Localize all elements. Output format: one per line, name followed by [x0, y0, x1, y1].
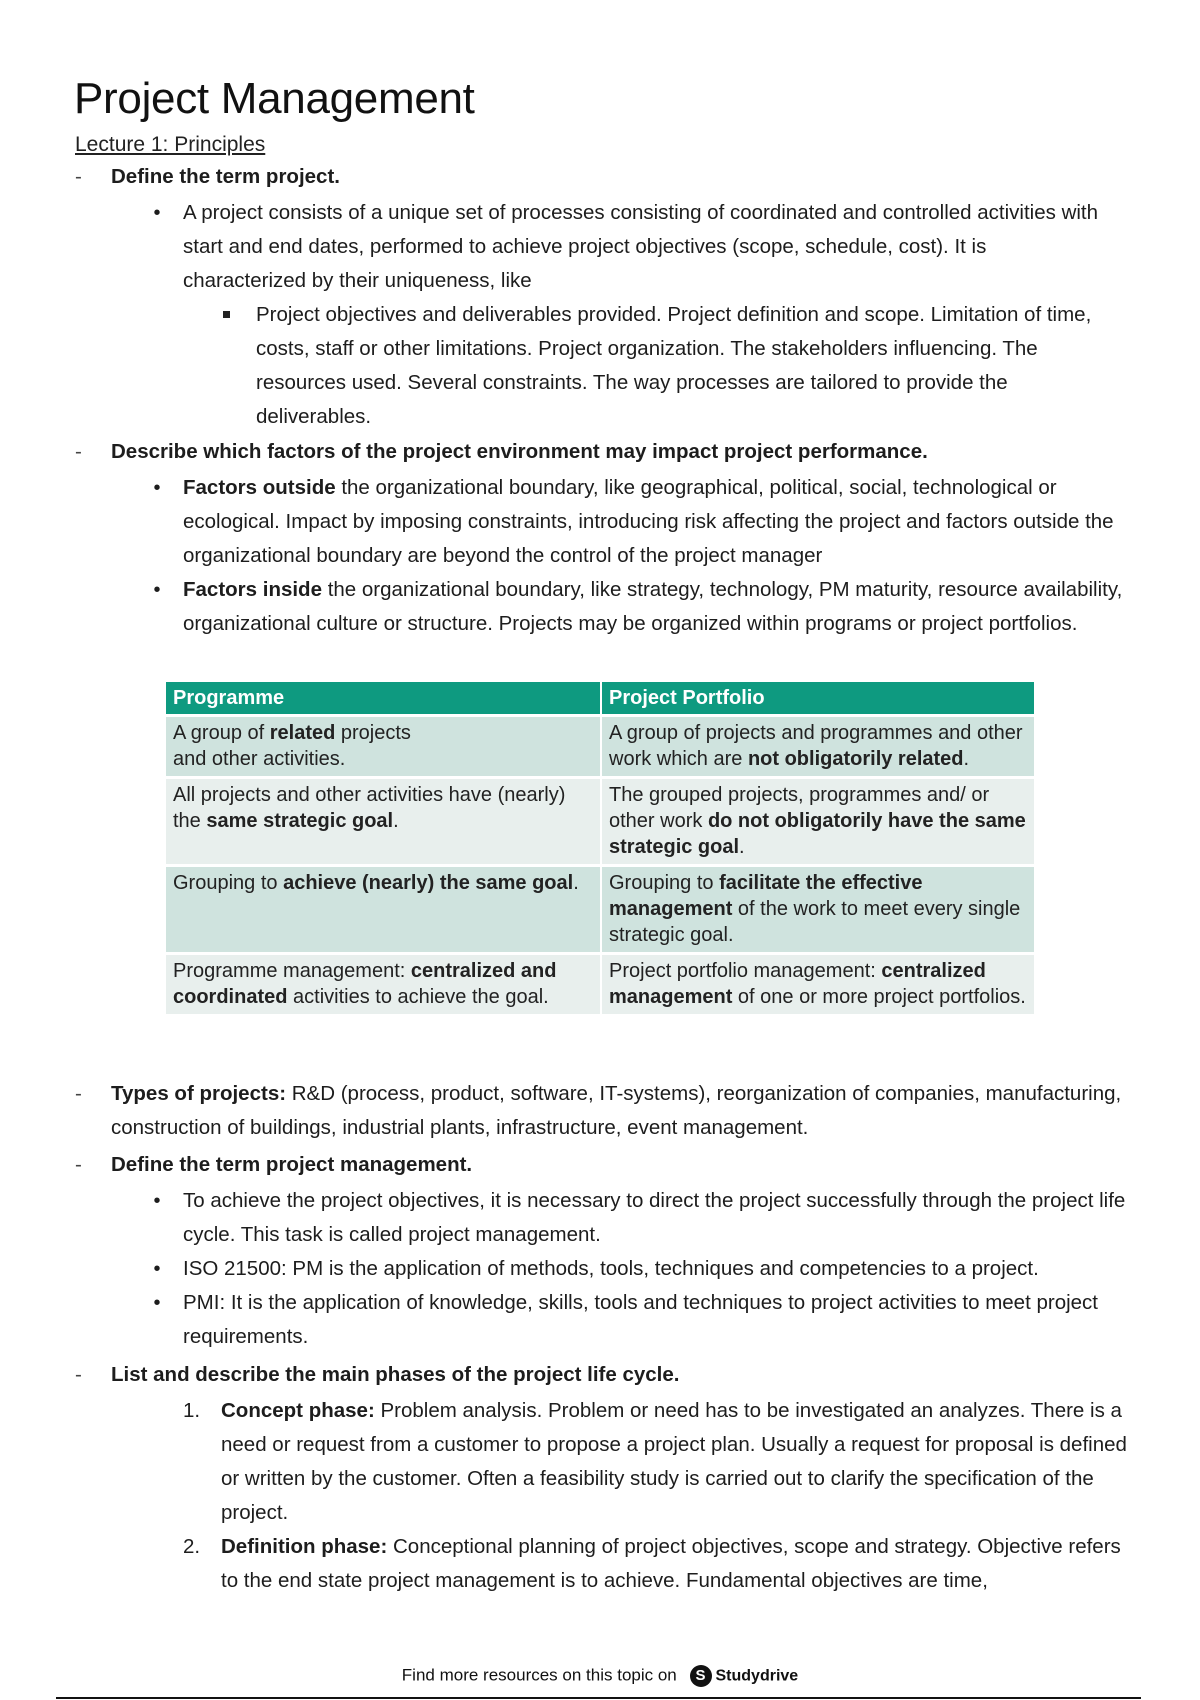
bullet-icon: •	[153, 579, 161, 601]
section-heading: Describe which factors of the project environment may impact project performance.	[111, 440, 928, 463]
section-environment-factors	[75, 435, 1145, 469]
studydrive-link[interactable]: Studydrive	[715, 1667, 799, 1685]
cell-portfolio: The grouped projects, programmes and/ or other work do not obligatorily have the same strategic goal.	[601, 778, 1035, 866]
cell-portfolio: A group of projects and programmes and other work which are not obligatorily related.	[601, 716, 1035, 778]
footer	[0, 1665, 1200, 1687]
sub-bullet-list	[220, 298, 1125, 434]
list-item: • To achieve the project objectives, it is necessary to direct the project successfully through the project life cycle. This task is called project management.	[147, 1184, 1127, 1252]
dash-marker: -	[75, 1082, 82, 1105]
column-header-portfolio: Project Portfolio	[601, 682, 1035, 716]
list-item: • A project consists of a unique set of processes consisting of coordinated and controlled activities with start and end dates, performed to achieve project objectives (scope, schedule, cost). It is characterized by their uniqueness, like	[147, 196, 1107, 298]
bullet-icon: •	[153, 477, 161, 499]
section-life-cycle	[75, 1358, 679, 1392]
bullet-icon: •	[153, 1190, 161, 1212]
dash-marker: -	[75, 440, 82, 463]
list-item: • Factors outside the organizational boundary, like geographical, political, social, technological or ecological. Impact by imposing constraints, introducing risk affecting the project and factors outside the organizational boundary are beyond the control of the project manager	[147, 471, 1137, 573]
footer-text: Find more resources on this topic on	[401, 1665, 677, 1685]
bullet-list	[147, 196, 1107, 298]
section-define-pm	[75, 1148, 472, 1182]
cell-programme: A group of related projects and other activities.	[166, 716, 601, 778]
cell-programme: Programme management: centralized and coordinated activities to achieve the goal.	[166, 954, 601, 1016]
dash-marker: -	[75, 165, 82, 188]
cell-portfolio: Project portfolio management: centralized management of one or more project portfolios.	[601, 954, 1035, 1016]
cell-portfolio: Grouping to facilitate the effective management of the work to meet every single strategic goal.	[601, 866, 1035, 954]
list-item: • PMI: It is the application of knowledge, skills, tools and techniques to project activities to meet project requirements.	[147, 1286, 1127, 1354]
bullet-list	[147, 1184, 1127, 1354]
bullet-icon: •	[153, 1292, 161, 1314]
column-header-programme: Programme	[166, 682, 601, 716]
dash-marker: -	[75, 1153, 82, 1176]
square-bullet-icon	[223, 311, 230, 318]
list-item: 1. Concept phase: Problem analysis. Problem or need has to be investigated an analyzes. There is a need or request from a customer to propose a project plan. Usually a request for proposal is defined or written by the customer. Often a feasibility study is carried out to clarify the specification of the project.	[183, 1399, 1127, 1524]
section-heading: Define the term project management.	[111, 1153, 473, 1176]
list-item: Project objectives and deliverables provided. Project definition and scope. Limitation of time, costs, staff or other limitations. Project organization. The stakeholders influencing. The resources used. Several constraints. The way processes are tailored to provide the deliverables.	[220, 298, 1125, 434]
bullet-list	[147, 471, 1137, 641]
programme-portfolio-table	[166, 682, 1036, 1017]
lecture-subtitle: Lecture 1: Principles	[75, 133, 266, 156]
table-row	[166, 778, 1035, 866]
section-define-project	[75, 160, 340, 194]
dash-marker: -	[75, 1363, 82, 1386]
section-heading: List and describe the main phases of the project life cycle.	[111, 1363, 680, 1386]
list-item: • Factors inside the organizational boundary, like strategy, technology, PM maturity, resource availability, organizational culture or structure. Projects may be organized within programs or project portfolios.	[147, 573, 1137, 641]
section-heading: Define the term project.	[111, 165, 340, 188]
cell-programme: Grouping to achieve (nearly) the same goal.	[166, 866, 601, 954]
table-row	[166, 954, 1035, 1016]
footer-divider	[56, 1697, 1141, 1699]
page-title: Project Management	[74, 74, 475, 123]
phase-list	[183, 1394, 1133, 1598]
list-item: 2. Definition phase: Conceptional planning of project objectives, scope and strategy. Objective refers to the end state project management is to achieve. Fundamental objectives are time,	[183, 1535, 1121, 1592]
section-types-of-projects: - Types of projects: R&D (process, product, software, IT-systems), reorganization of companies, manufacturing, construction of buildings, industrial plants, infrastructure, event management.	[75, 1077, 1125, 1145]
list-item: • ISO 21500: PM is the application of methods, tools, techniques and competencies to a project.	[147, 1252, 1127, 1286]
bullet-icon: •	[153, 1258, 161, 1280]
table-row	[166, 716, 1035, 778]
table-row	[166, 866, 1035, 954]
bullet-icon: •	[153, 202, 161, 224]
cell-programme: All projects and other activities have (nearly) the same strategic goal.	[166, 778, 601, 866]
studydrive-logo-icon: S	[690, 1665, 712, 1687]
